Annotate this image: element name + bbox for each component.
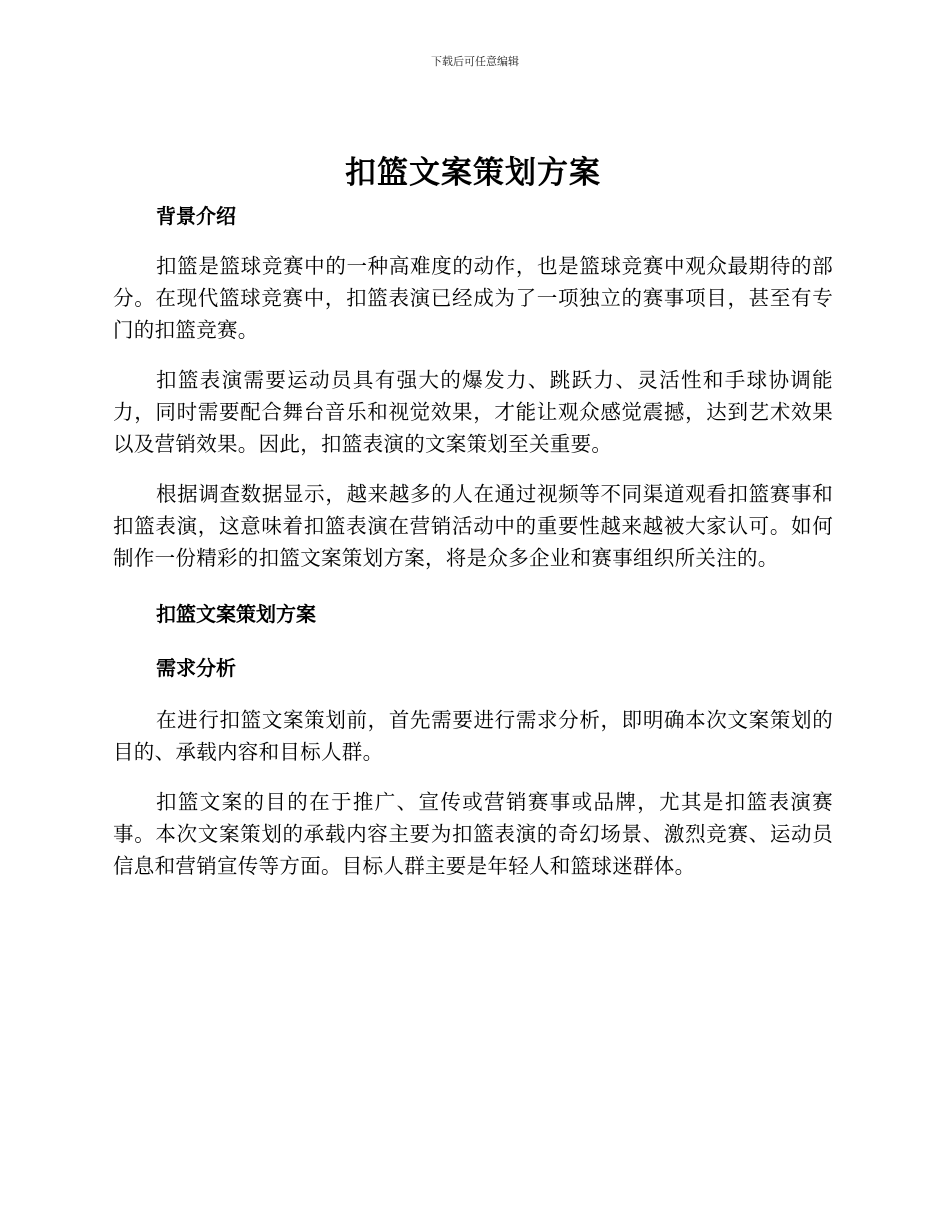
- paragraph-background-2: 扣篮表演需要运动员具有强大的爆发力、跳跃力、灵活性和手球协调能力，同时需要配合舞台音乐和视觉效果，才能让观众感觉震撼，达到艺术效果以及营销效果。因此，扣篮表演的文案策划至关重要。: [113, 368, 833, 456]
- document-body: [113, 148, 833, 882]
- section-heading-plan: 扣篮文案策划方案: [156, 602, 316, 626]
- document-title: 扣篮文案策划方案: [345, 155, 601, 191]
- section-heading-background: 背景介绍: [156, 204, 236, 228]
- page-header-note: 下载后可任意编辑: [431, 55, 519, 68]
- paragraph-background-1: 扣篮是篮球竞赛中的一种高难度的动作，也是篮球竞赛中观众最期待的部分。在现代篮球竞赛中，扣篮表演已经成为了一项独立的赛事项目，甚至有专门的扣篮竞赛。: [113, 254, 833, 342]
- paragraph-needs-1: 在进行扣篮文案策划前，首先需要进行需求分析，即明确本次文案策划的目的、承载内容和目标人群。: [113, 708, 833, 764]
- paragraph-background-3: 根据调查数据显示，越来越多的人在通过视频等不同渠道观看扣篮赛事和扣篮表演，这意味着扣篮表演在营销活动中的重要性越来越被大家认可。如何制作一份精彩的扣篮文案策划方案，将是众多企业和赛事组织所关注的。: [113, 482, 833, 570]
- section-heading-needs-analysis: 需求分析: [156, 656, 236, 680]
- paragraph-needs-2: 扣篮文案的目的在于推广、宣传或营销赛事或品牌，尤其是扣篮表演赛事。本次文案策划的承载内容主要为扣篮表演的奇幻场景、激烈竞赛、运动员信息和营销宣传等方面。目标人群主要是年轻人和篮球迷群体。: [113, 790, 833, 878]
